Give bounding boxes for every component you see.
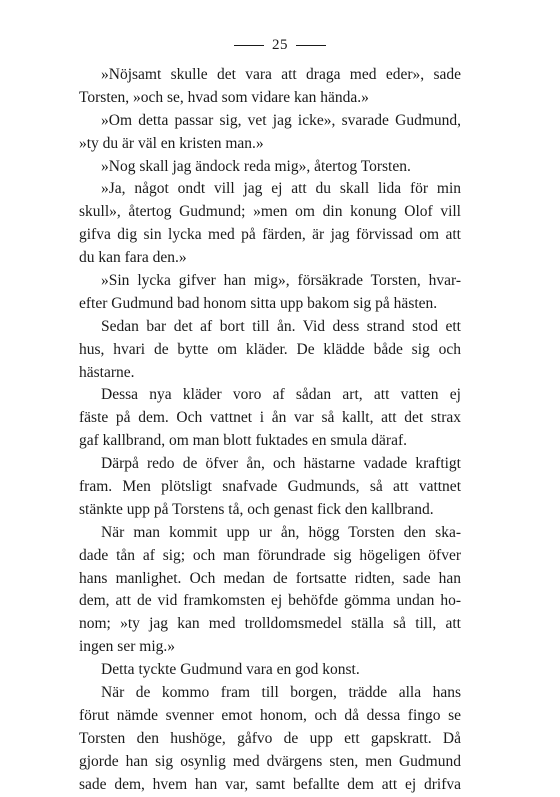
page-header: [0, 36, 560, 54]
text-line: gifva dig sin lycka med på färden, är jag förvissad om att: [79, 226, 461, 244]
text-line: gaf kallbrand, om man blott fuktades en smula däraf.: [79, 432, 407, 450]
text-line: »Sin lycka gifver han mig», försäkrade Torsten, hvar-: [101, 272, 461, 290]
text-line: dade tån af sig; och man förundrade sig högeligen öfver: [79, 546, 461, 564]
text-line: Torsten den hushöge, gåfvo de upp ett gapskratt. Då: [79, 729, 461, 747]
text-line: förut nämde svenner emot honom, och då dessa fingo se: [79, 706, 461, 724]
text-line: När de kommo fram till borgen, trädde alla hans: [101, 684, 461, 702]
text-line: Dessa nya kläder voro af sådan art, att vatten ej: [101, 386, 461, 404]
text-line: du kan fara den.»: [79, 249, 187, 267]
text-line: nom; »ty jag kan med trolldomsmedel ställa så till, att: [79, 615, 461, 633]
text-line: gjorde han sig osynlig med dvärgens sten, men Gudmund: [79, 752, 461, 770]
text-line: efter Gudmund bad honom sitta upp bakom sig på hästen.: [79, 294, 438, 312]
text-line: »Nöjsamt skulle det vara att draga med eder», sade: [101, 66, 461, 83]
text-line: dem, att de vid framkomsten ej behöfde gömma undan ho-: [79, 592, 461, 610]
text-line: hans manlighet. Och medan de fortsatte ridten, sade han: [79, 569, 461, 587]
text-line: sade dem, hvem han var, samt befallte dem att ej drifva: [79, 775, 461, 793]
text-line: ingen ser mig.»: [79, 638, 175, 656]
header-rule-right: [296, 45, 326, 46]
text-line: skull», återtog Gudmund; »men om din konung Olof vill: [79, 203, 461, 221]
body-text: [79, 64, 461, 797]
text-line: När man kommit upp ur ån, högg Torsten den ska-: [101, 523, 461, 541]
text-line: Därpå redo de öfver ån, och hästarne vadade kraftigt: [101, 455, 461, 473]
text-line: »Ja, något ondt vill jag ej att du skall lida för min: [101, 180, 461, 198]
text-line: »Nog skall jag ändock reda mig», återtog Torsten.: [101, 157, 411, 175]
text-line: hästarne.: [79, 363, 135, 381]
text-line: »ty du är väl en kristen man.»: [79, 134, 264, 152]
text-line: fäste på dem. Och vattnet i ån var så kallt, att det strax: [79, 409, 461, 427]
text-line: hus, hvari de bytte om kläder. De klädde både sig och: [79, 340, 461, 358]
text-line: Detta tyckte Gudmund vara en god konst.: [101, 661, 360, 679]
text-line: stänkte upp på Torstens tå, och genast fick den kallbrand.: [79, 500, 434, 518]
text-line: Sedan bar det af bort till ån. Vid dess strand stod ett: [101, 317, 461, 335]
page-number: 25: [272, 37, 288, 53]
text-line: Torsten, »och se, hvad som vidare kan hända.»: [79, 88, 369, 106]
header-rule-left: [234, 45, 264, 46]
text-line: fram. Men plötsligt snafvade Gudmunds, så att vattnet: [79, 478, 461, 496]
text-line: »Om detta passar sig, vet jag icke», svarade Gudmund,: [101, 111, 461, 129]
